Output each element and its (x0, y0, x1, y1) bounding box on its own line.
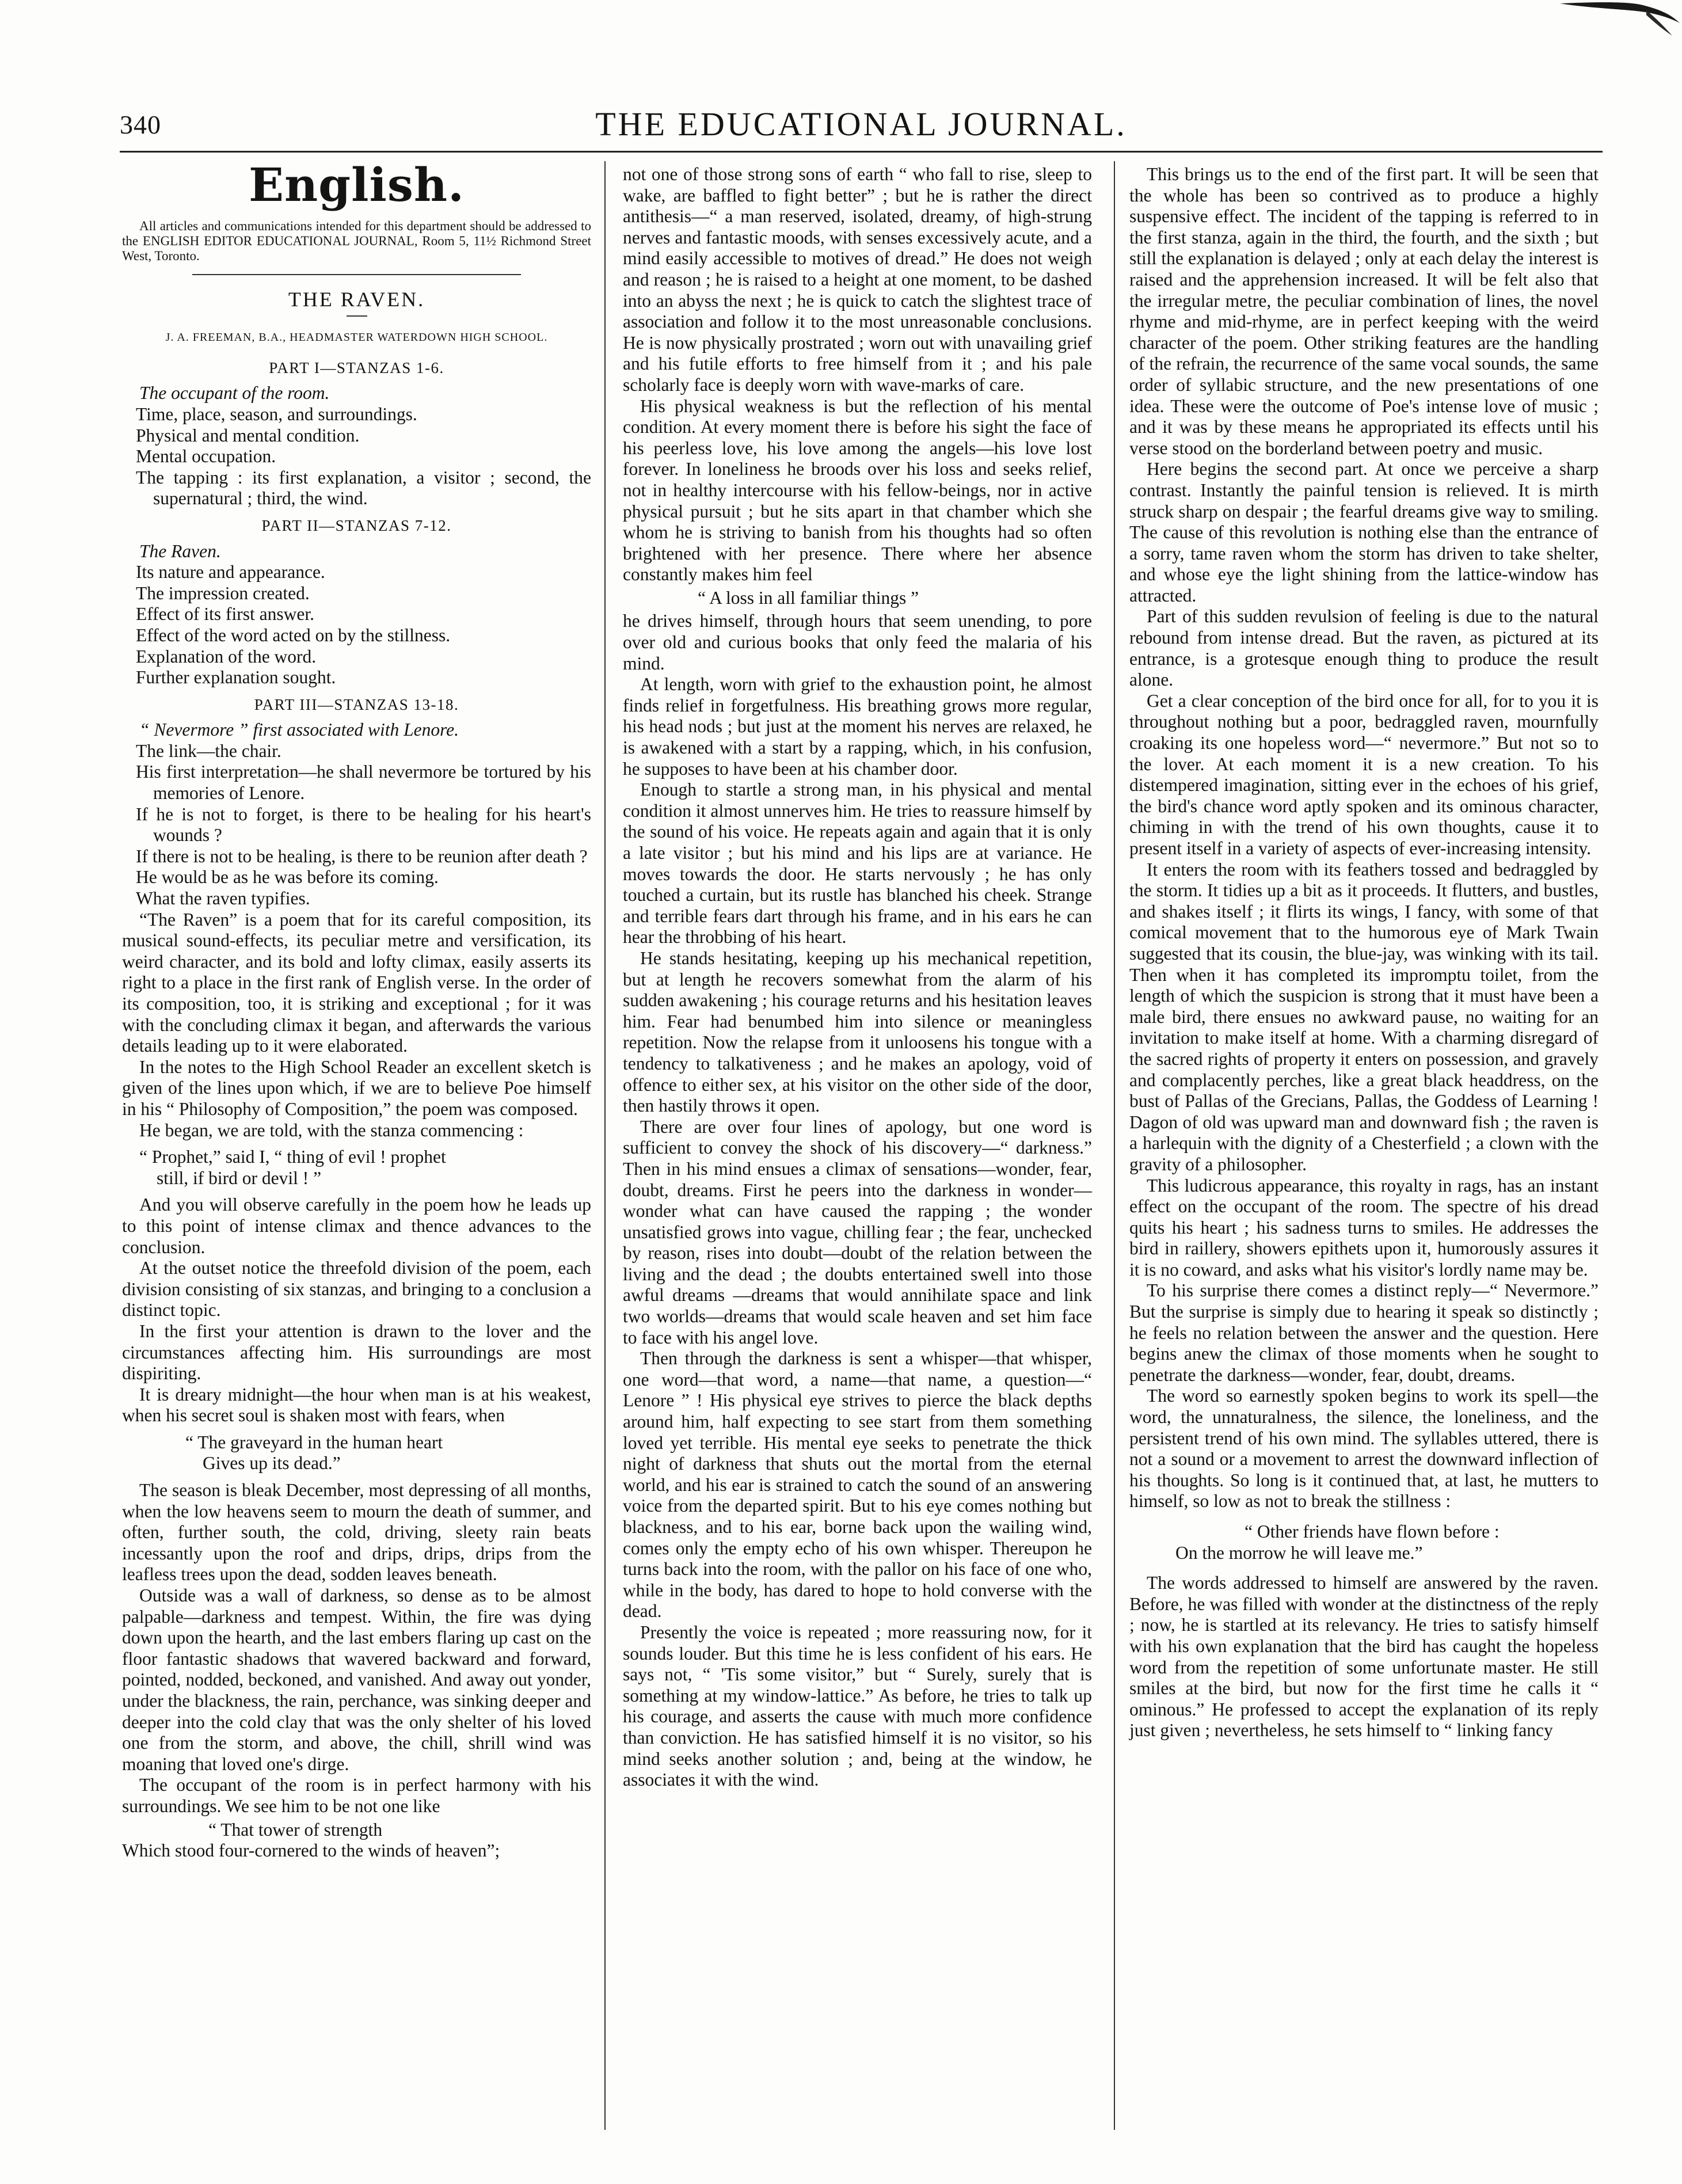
paragraph: not one of those strong sons of earth “ who fall to rise, sleep to wake, are baffled to fight better” ; but he is rather the direct antithesis—“ a man reserved, isolated, dreamy, of high-strung nerves and fantastic moods, with senses excessively acute, and a mind easily accessible to motives of dread.” He does not weigh and reason ; he is raised to a height at one moment, to be dashed into an abyss the next ; he is quick to catch the slightest trace of association and follow it to the most unreasonable conclusions. He is now physically prostrated ; worn out with unavailing grief and his futile efforts to free himself from it ; and his pale scholarly face is deeply worn with wave-marks of care. (623, 164, 1092, 395)
divider (347, 315, 367, 317)
outline-item: Its nature and appearance. (136, 562, 325, 583)
article-title: THE RAVEN. (288, 287, 425, 311)
outline-item: Explanation of the word. (136, 646, 317, 667)
paragraph: He began, we are told, with the stanza commencing : (139, 1120, 524, 1140)
article-author: J. A. FREEMAN, B.A., HEADMASTER WATERDOWN HIGH SCHOOL. (165, 331, 548, 344)
outline-item: What the raven typifies. (136, 888, 310, 909)
paragraph: In the first your attention is drawn to the lover and the circumstances affecting him. His surroundings are most dispiriting. (122, 1321, 591, 1384)
paragraph: The season is bleak December, most depressing of all months, when the low heavens seem to mourn the death of summer, and often, further south, the cold, driving, sleety rain beats incessantly upon the roof and drips, drips, drips from the leafless trees upon the dead, sodden leaves beneath. (122, 1480, 591, 1585)
paragraph: he drives himself, through hours that seem unending, to pore over old and curious books that only feed the malaria of his mind. (623, 611, 1092, 674)
paragraph: Presently the voice is repeated ; more reassuring now, for it sounds louder. But this time he is less confident of his ears. He says not, “ 'Tis some visitor,” but “ Surely, surely that is something at my window-lattice.” As before, he tries to talk up his courage, and asserts the cause with much more confidence than conviction. He has satisfied himself it is no visitor, so his mind seeks another solution ; and, being at the window, he associates it with the wind. (623, 1622, 1092, 1790)
outline-item: Mental occupation. (136, 446, 276, 467)
outline-item: Time, place, season, and surroundings. (136, 404, 417, 424)
paragraph: And you will observe carefully in the poem how he leads up to this point of intense climax and thence advances to the conclusion. (122, 1194, 591, 1257)
column-divider (1114, 161, 1115, 2130)
verse-quote (122, 1820, 591, 1862)
header-rule (120, 151, 1603, 153)
outline-item: The impression created. (136, 583, 310, 603)
paragraph: Part of this sudden revulsion of feeling is due to the natural rebound from intense dread. But the raven, as pictured at its entrance, is a grotesque enough thing to produce the result alone. (1129, 606, 1599, 690)
verse-line: On the morrow he will leave me.” (1175, 1542, 1423, 1563)
paragraph: To his surprise there comes a distinct reply—“ Nevermore.” But the surprise is simply due to hearing it speak so distinctly ; he feels no relation between the answer and the question. Here begins anew the climax of those moments when he sought to penetrate the darkness—wonder, fear, doubt, dreams. (1129, 1280, 1599, 1385)
outline-item: Effect of the word acted on by the stillness. (136, 625, 451, 645)
part-subhead: The occupant of the room. (139, 383, 330, 404)
column-divider (604, 161, 606, 2130)
paragraph: Outside was a wall of darkness, so dense as to be almost palpable—darkness and tempest. Within, the fire was dying down upon the hearth, and the last embers flaring up cast on the floor fantastic shadows that wavered backward and forward, pointed, nodded, beckoned, and vanished. And away out yonder, under the blackness, the rain, perchance, was sinking deeper and deeper into the cold clay that was the only shelter of his loved one from the storm, and above, the chill, shrill wind was moaning that loved one's dirge. (122, 1585, 591, 1774)
column-3 (1129, 164, 1599, 1741)
paragraph: In the notes to the High School Reader an excellent sketch is given of the lines upon which, if we are to believe Poe himself in his “ Philosophy of Composition,” the poem was composed. (122, 1056, 591, 1119)
page-number: 340 (120, 110, 161, 139)
outline-item: Effect of its first answer. (136, 604, 314, 625)
paragraph: His physical weakness is but the reflection of his mental condition. At every moment there is before his sight the face of his peerless love, his love among the angels—his love lost forever. In loneliness he broods over his loss and seeks relief, not in healthy intercourse with his fellow-beings, nor in active physical pursuit ; but he sits apart in that chamber which she whom he is striving to banish from his thoughts had so often brightened with her presence. There where her absence constantly makes him feel (623, 395, 1092, 585)
outline-item: He would be as he was before its coming. (136, 867, 439, 888)
column-2 (623, 164, 1092, 1791)
verse-line: “ Other friends have flown before : (1245, 1521, 1500, 1542)
section-title: English. (249, 158, 465, 212)
paragraph: There are over four lines of apology, but one word is sufficient to convey the shock of his discovery—“ darkness.” Then in his mind ensues a climax of sensations—wonder, fear, doubt, dreams. First he peers into the darkness in wonder—wonder what can have caused the rapping ; the wonder unsatisfied grows into vague, chilling fear ; the fear, unchecked by reason, rises into doubt—doubt of the relation between the living and the dead ; the doubts entertained swell into those awful dreams —dreams that would annihilate space and link two worlds—dreams that would scale heaven and set him face to face with his angel love. (623, 1116, 1092, 1348)
paragraph: It enters the room with its feathers tossed and bedraggled by the storm. It tidies up a bit as it proceeds. It flutters, and bustles, and shakes itself ; it flirts its wings, I fancy, with some of that comical movement that to the humorous eye of Mark Twain suggested that its cousin, the blue-jay, was winking with its tail. Then when it has completed its impromptu toilet, from the length of which the suspicion is strong that it must have been a male bird, there ensues no awkward pause, no waiting for an invitation to make itself at home. With a charming disregard of the sacred rights of property it enters on possession, and gravely and complacently perches, like a great black headdress, on the bust of Pallas of the Grecians, Pallas, the Goddess of Learning ! Dagon of old was upward man and downward fish ; the raven is a harlequin with the dignity of a Chesterfield ; a clown with the gravity of a philosopher. (1129, 859, 1599, 1174)
verse-line: still, if bird or devil ! ” (157, 1167, 322, 1188)
outline-list (122, 404, 591, 509)
paragraph: Get a clear conception of the bird once for all, for to you it is throughout nothing but a poor, bedraggled raven, mournfully croaking its one hopeless word—“ nevermore.” But not so to the lover. At each moment it is a new creation. To his distempered imagination, sitting ever in the echoes of his grief, the bird's chance word aptly spoken and its ominous character, chiming in with the trend of his own thoughts, cause it to present itself in a variety of aspects of ever-increasing intensity. (1129, 690, 1599, 858)
verse-quote (623, 588, 1092, 609)
verse-line: “ A loss in all familiar things ” (698, 587, 919, 608)
verse-line: “ Prophet,” said I, “ thing of evil ! prophet (139, 1147, 446, 1167)
outline-item: Physical and mental condition. (136, 425, 360, 446)
outline-list (122, 741, 591, 910)
verse-line: Gives up its dead.” (203, 1453, 341, 1474)
paragraph: Enough to startle a strong man, in his physical and mental condition it almost unnerves him. He tries to reassure himself by the sound of his voice. He repeats again and again that it is only a late visitor ; but his mind and his lips are at variance. He moves towards the door. He starts nervously ; he has only touched a curtain, but its rustle has blanched his cheek. Strange and terrible fears dart through his frame, and in his ears he can hear the throbbing of his heart. (623, 779, 1092, 948)
outline-item: The tapping : its first explanation, a visitor ; second, the supernatural ; third, the wind. (136, 467, 591, 509)
paragraph: At the outset notice the threefold division of the poem, each division consisting of six stanzas, and bringing to a conclusion a distinct topic. (122, 1258, 591, 1321)
paragraph: Then through the darkness is sent a whisper—that whisper, one word—that word, a name—that name, a question—“ Lenore ” ! His physical eye strives to pierce the black depths around him, half expecting to see start from them something loved yet terrible. His mental eye seeks to penetrate the thick night of darkness that shuts out the mortal from the eternal world, and his ear is strained to catch the sound of an answering voice from the departed spirit. But to his eye comes nothing but blackness, and to his ear, borne back upon the wailing wind, comes only the empty echo of his own whisper. Thereupon he turns back into the room, with the pallor on his face of one who, while in the body, has dared to hope to hold converse with the dead. (623, 1348, 1092, 1622)
divider (192, 274, 521, 275)
outline-item: If there is not to be healing, is there to be reunion after death ? (136, 846, 588, 866)
editor-note: All articles and communications intended for this department should be addressed to the ENGLISH EDITOR EDUCATIONAL JOURNAL, Room 5, 11½ Richmond Street West, Toronto. (122, 218, 591, 263)
part-subhead: The Raven. (139, 541, 221, 561)
journal-title: THE EDUCATIONAL JOURNAL. (595, 105, 1127, 143)
outline-item: His first interpretation—he shall nevermore be tortured by his memories of Lenore. (136, 762, 591, 804)
column-1 (122, 158, 591, 1867)
part-heading: PART II—STANZAS 7-12. (261, 516, 452, 534)
paragraph: At length, worn with grief to the exhaustion point, he almost finds relief in forgetfulness. His breathing grows more regular, his head nods ; but just at the moment his nerves are relaxed, he is awakened with a start by a rapping, which, in his confusion, he supposes to have been at his chamber door. (623, 674, 1092, 779)
paragraph: The occupant of the room is in perfect harmony with his surroundings. We see him to be not one like (122, 1775, 591, 1816)
verse-quote (122, 1147, 591, 1189)
paragraph: This ludicrous appearance, this royalty in rags, has an instant effect on the occupant of the room. The spectre of his dread quits his heart ; his sadness turns to smiles. He addresses the bird in raillery, showers epithets upon it, humorously assures it it is no coward, and asks what his visitor's lordly name may be. (1129, 1175, 1599, 1280)
verse-line: “ The graveyard in the human heart (185, 1432, 443, 1452)
paragraph: This brings us to the end of the first part. It will be seen that the whole has been so contrived as to produce a highly suspensive effect. The incident of the tapping is referred to in the first stanza, again in the third, the fourth, and the sixth ; but still the explanation is delayed ; only at each delay the interest is raised and the apprehension increased. It will be felt also that the irregular metre, the peculiar combination of lines, the novel rhyme and mid-rhyme, are in perfect keeping with the weird character of the poem. Other striking features are the handling of the refrain, the recurrence of the same vocal sounds, the same order of syllabic structure, and the new presentations of one idea. These were the outcome of Poe's intense love of music ; and it was by these means he appropriated its effects until his verse stood on the borderland between poetry and music. (1129, 164, 1599, 458)
verse-quote (122, 1432, 591, 1474)
verse-line: Which stood four-cornered to the winds of heaven”; (122, 1840, 500, 1861)
paragraph: Here begins the second part. At once we perceive a sharp contrast. Instantly the painful tension is relieved. It is mirth struck sharp on despair ; the fearful dreams give way to smiling. The cause of this revolution is nothing else than the entrance of a sorry, tame raven whom the storm has driven to take shelter, and whose eye the light shining from the lattice-window has attracted. (1129, 459, 1599, 606)
paragraph: He stands hesitating, keeping up his mechanical repetition, but at length he recovers somewhat from the alarm of his sudden awakening ; his courage returns and his hesitation leaves him. Fear had benumbed him into silence or meaningless repetition. Now the relapse from it unloosens his tongue with a tendency to talkativeness ; and he makes an apology, void of offence to either sex, at his visitor on the other side of the door, then hastily throws it open. (623, 948, 1092, 1116)
page-corner-blot (1554, 0, 1682, 40)
part-heading: PART III—STANZAS 13-18. (254, 695, 459, 713)
outline-item: Further explanation sought. (136, 667, 336, 688)
part-subhead: “ Nevermore ” first associated with Lenore. (139, 720, 459, 740)
outline-item: If he is not to forget, is there to be healing for his heart's wounds ? (136, 804, 591, 846)
paragraph: “The Raven” is a poem that for its careful composition, its musical sound-effects, its peculiar metre and versification, its weird character, and its bold and lofty climax, easily asserts its right to a place in the first rank of English verse. In the order of its composition, too, it is striking and exceptional ; for it was with the concluding climax it began, and afterwards the various details leading up to it were elaborated. (122, 909, 591, 1056)
part-heading: PART I—STANZAS 1-6. (269, 359, 444, 376)
outline-list (122, 562, 591, 688)
verse-line: “ That tower of strength (208, 1819, 383, 1840)
verse-quote (1129, 1521, 1599, 1563)
page-header (120, 105, 1603, 145)
paragraph: It is dreary midnight—the hour when man is at his weakest, when his secret soul is shaken most with fears, when (122, 1384, 591, 1426)
paragraph: The word so earnestly spoken begins to work its spell—the word, the unnaturalness, the silence, the loneliness, and the persistent trend of his own mind. The syllables uttered, there is not a sound or a movement to arrest the downward inflection of his thoughts. So long is it continued that, at last, he mutters to himself, so low as not to break the stillness : (1129, 1386, 1599, 1512)
paragraph: The words addressed to himself are answered by the raven. Before, he was filled with wonder at the distinctness of the reply ; now, he is startled at its relevancy. He tries to satisfy himself with his own explanation that the bird has caught the hopeless word from the repetition of some unfortunate master. He still smiles at the bird, but now for the first time he calls it “ ominous.” He professed to accept the explanation of its reply just given ; nevertheless, he sets himself to “ linking fancy (1129, 1573, 1599, 1741)
outline-item: The link—the chair. (136, 740, 281, 761)
